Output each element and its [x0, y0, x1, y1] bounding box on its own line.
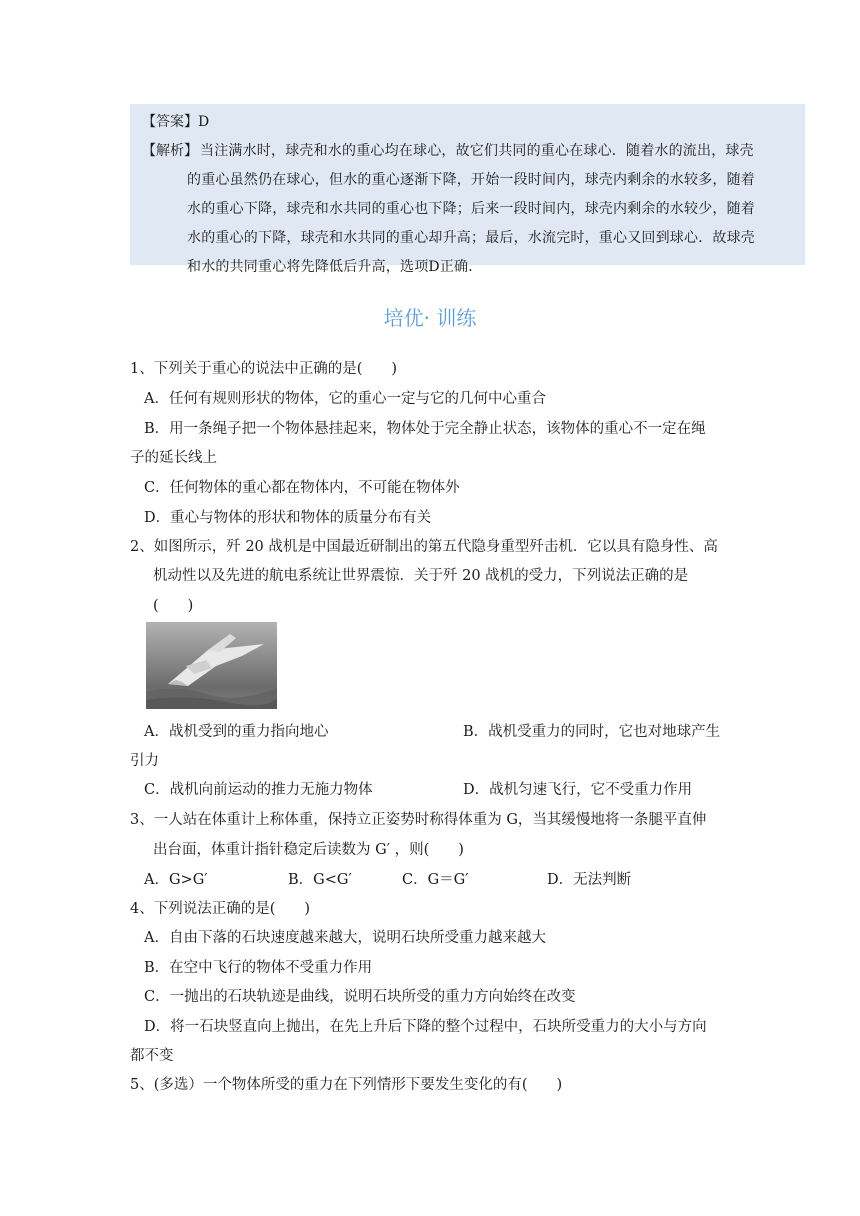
question-4-option-d: D．将一石块竖直向上抛出，在先上升后下降的整个过程中，石块所受重力的大小与方向	[144, 1019, 707, 1035]
question-1-option-b-cont: 子的延长线上	[130, 450, 217, 466]
question-1-option-b: B．用一条绳子把一个物体悬挂起来，物体处于完全静止状态，该物体的重心不一定在绳	[144, 421, 706, 437]
analysis-line: 的重心虽然仍在球心，但水的重心逐渐下降，开始一段时间内，球壳内剩余的水较多，随着	[187, 172, 755, 188]
question-1-option-c: C．任何物体的重心都在物体内，不可能在物体外	[144, 480, 460, 496]
section-title: 培优· 训练	[383, 306, 477, 330]
analysis-line: 水的重心的下降，球壳和水共同的重心却升高；最后，水流完时，重心又回到球心．故球壳	[187, 230, 755, 246]
question-3-option-d: D．无法判断	[547, 872, 632, 888]
answer-line: 【答案】D	[142, 114, 210, 130]
analysis-label: 【解析】	[142, 143, 198, 159]
question-3-stem: 3、一人站在体重计上称体重，保持立正姿势时称得体重为 G，当其缓慢地将一条腿平直伸	[130, 812, 707, 828]
question-2-option-c: C．战机向前运动的推力无施力物体	[144, 782, 373, 798]
question-4-stem: 4、下列说法正确的是( )	[130, 901, 311, 917]
question-4-option-a: A．自由下落的石块速度越来越大，说明石块所受重力越来越大	[144, 930, 546, 946]
question-4-option-c: C．一抛出的石块轨迹是曲线，说明石块所受的重力方向始终在改变	[144, 989, 576, 1005]
question-2-option-d: D．战机匀速飞行，它不受重力作用	[463, 782, 693, 798]
answer-box	[130, 104, 805, 275]
fighter-jet-icon	[146, 622, 277, 709]
analysis-line: 当注满水时，球壳和水的重心均在球心，故它们共同的重心在球心．随着水的流出，球壳	[200, 143, 754, 159]
question-4-option-d-cont: 都不变	[130, 1048, 174, 1064]
question-1-stem: 1、下列关于重心的说法中正确的是( )	[130, 361, 398, 377]
analysis-line: 和水的共同重心将先降低后升高，选项D正确．	[187, 259, 483, 275]
question-2-stem: 2、如图所示，歼 20 战机是中国最近研制出的第五代隐身重型歼击机．它以具有隐身性、高	[130, 539, 718, 555]
question-2-option-a: A．战机受到的重力指向地心	[144, 724, 329, 740]
question-3-option-b: B．G<G′	[288, 872, 352, 888]
question-2-option-b-cont: 引力	[130, 753, 159, 769]
question-3-option-a: A．G>G′	[144, 872, 208, 888]
question-2-blank: ( )	[153, 598, 194, 614]
question-3-option-c: C．G＝G′	[402, 872, 469, 888]
question-4-option-b: B．在空中飞行的物体不受重力作用	[144, 960, 373, 976]
question-1-option-d: D．重心与物体的形状和物体的质量分布有关	[144, 510, 432, 526]
question-3-stem-cont: 出台面，体重计指针稳定后读数为 G′ ，则( )	[153, 842, 464, 858]
question-1-option-a: A．任何有规则形状的物体，它的重心一定与它的几何中心重合	[144, 391, 546, 407]
fighter-jet-image	[146, 622, 277, 709]
analysis-line: 水的重心下降，球壳和水共同的重心也下降；后来一段时间内，球壳内剩余的水较少，随着	[187, 201, 755, 217]
question-2-option-b: B．战机受重力的同时，它也对地球产生	[463, 724, 721, 740]
question-5-stem: 5、(多选）一个物体所受的重力在下列情形下要发生变化的有( )	[130, 1077, 563, 1093]
question-2-stem-cont: 机动性以及先进的航电系统让世界震惊．关于歼 20 战机的受力，下列说法正确的是	[153, 568, 689, 584]
